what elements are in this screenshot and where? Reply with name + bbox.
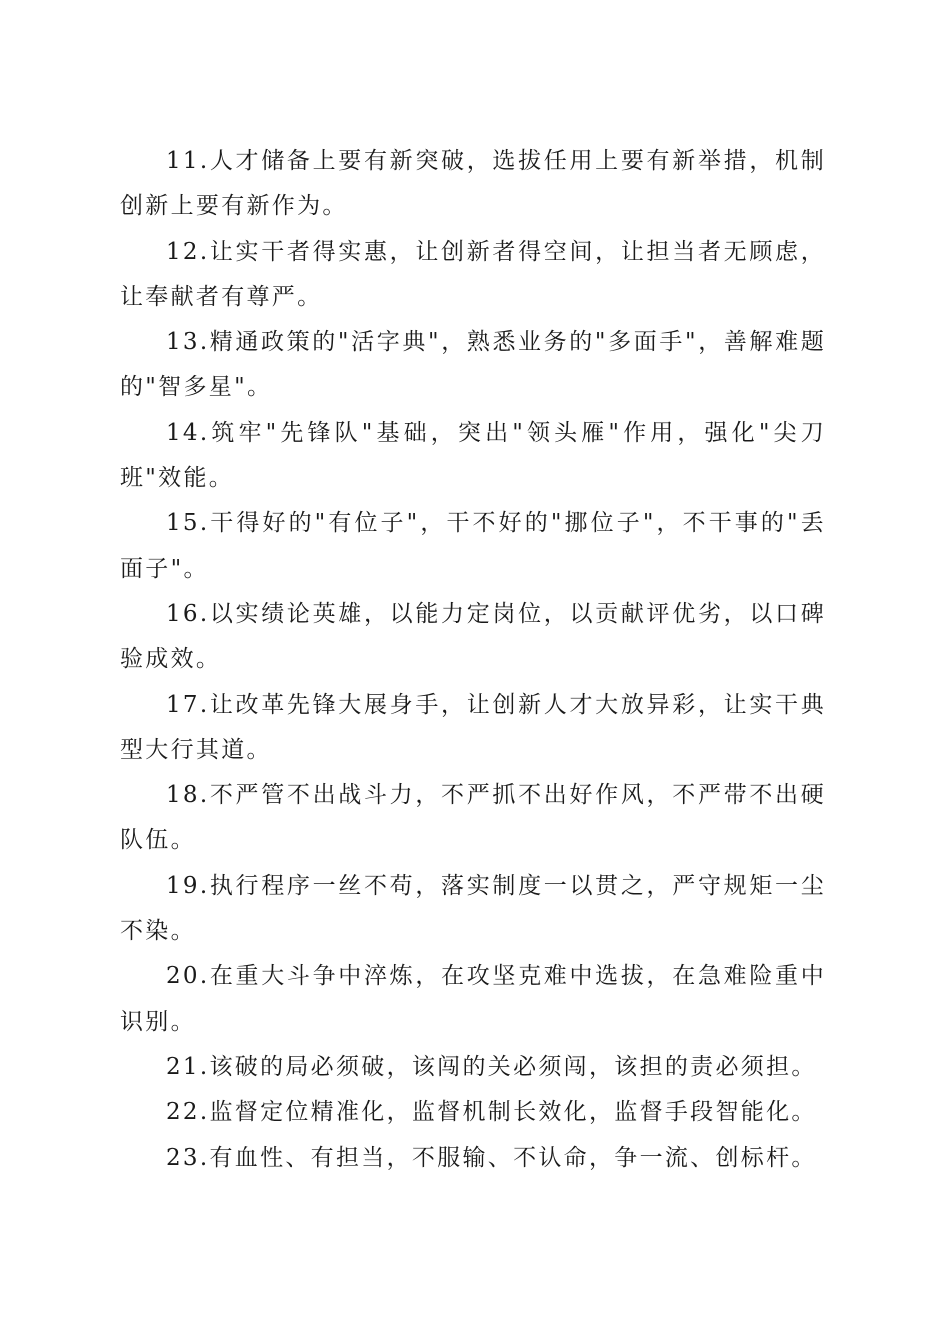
paragraph-17: 17.让改革先锋大展身手，让创新人才大放异彩，让实干典型大行其道。 — [120, 691, 826, 763]
paragraph-19: 19.执行程序一丝不苟，落实制度一以贯之，严守规矩一尘不染。 — [120, 872, 826, 945]
paragraph-13: 13.精通政策的"活字典"，熟悉业务的"多面手"，善解难题的"智多星"。 — [120, 329, 826, 401]
paragraph-15: 15.干得好的"有位子"，干不好的"挪位子"，不干事的"丢面子"。 — [120, 510, 826, 582]
paragraph-14: 14.筑牢"先锋队"基础，突出"领头雁"作用，强化"尖刀班"效能。 — [120, 419, 826, 492]
document-body — [120, 139, 826, 1181]
paragraph-23: 23.有血性、有担当，不服输、不认命，争一流、创标杆。 — [166, 1144, 817, 1171]
paragraph-11: 11.人才储备上要有新突破，选拔任用上要有新举措，机制创新上要有新作为。 — [120, 148, 826, 220]
paragraph-20: 20.在重大斗争中淬炼，在攻坚克难中选拔，在急难险重中识别。 — [120, 963, 826, 1035]
paragraph-16: 16.以实绩论英雄，以能力定岗位，以贡献评优劣，以口碑验成效。 — [120, 600, 826, 673]
paragraph-22: 22.监督定位精准化，监督机制长效化，监督手段智能化。 — [166, 1099, 817, 1126]
paragraph-18: 18.不严管不出战斗力，不严抓不出好作风，不严带不出硬队伍。 — [120, 782, 826, 854]
paragraph-12: 12.让实干者得实惠，让创新者得空间，让担当者无顾虑，让奉献者有尊严。 — [120, 238, 826, 310]
paragraph-21: 21.该破的局必须破，该闯的关必须闯，该担的责必须担。 — [166, 1053, 817, 1080]
